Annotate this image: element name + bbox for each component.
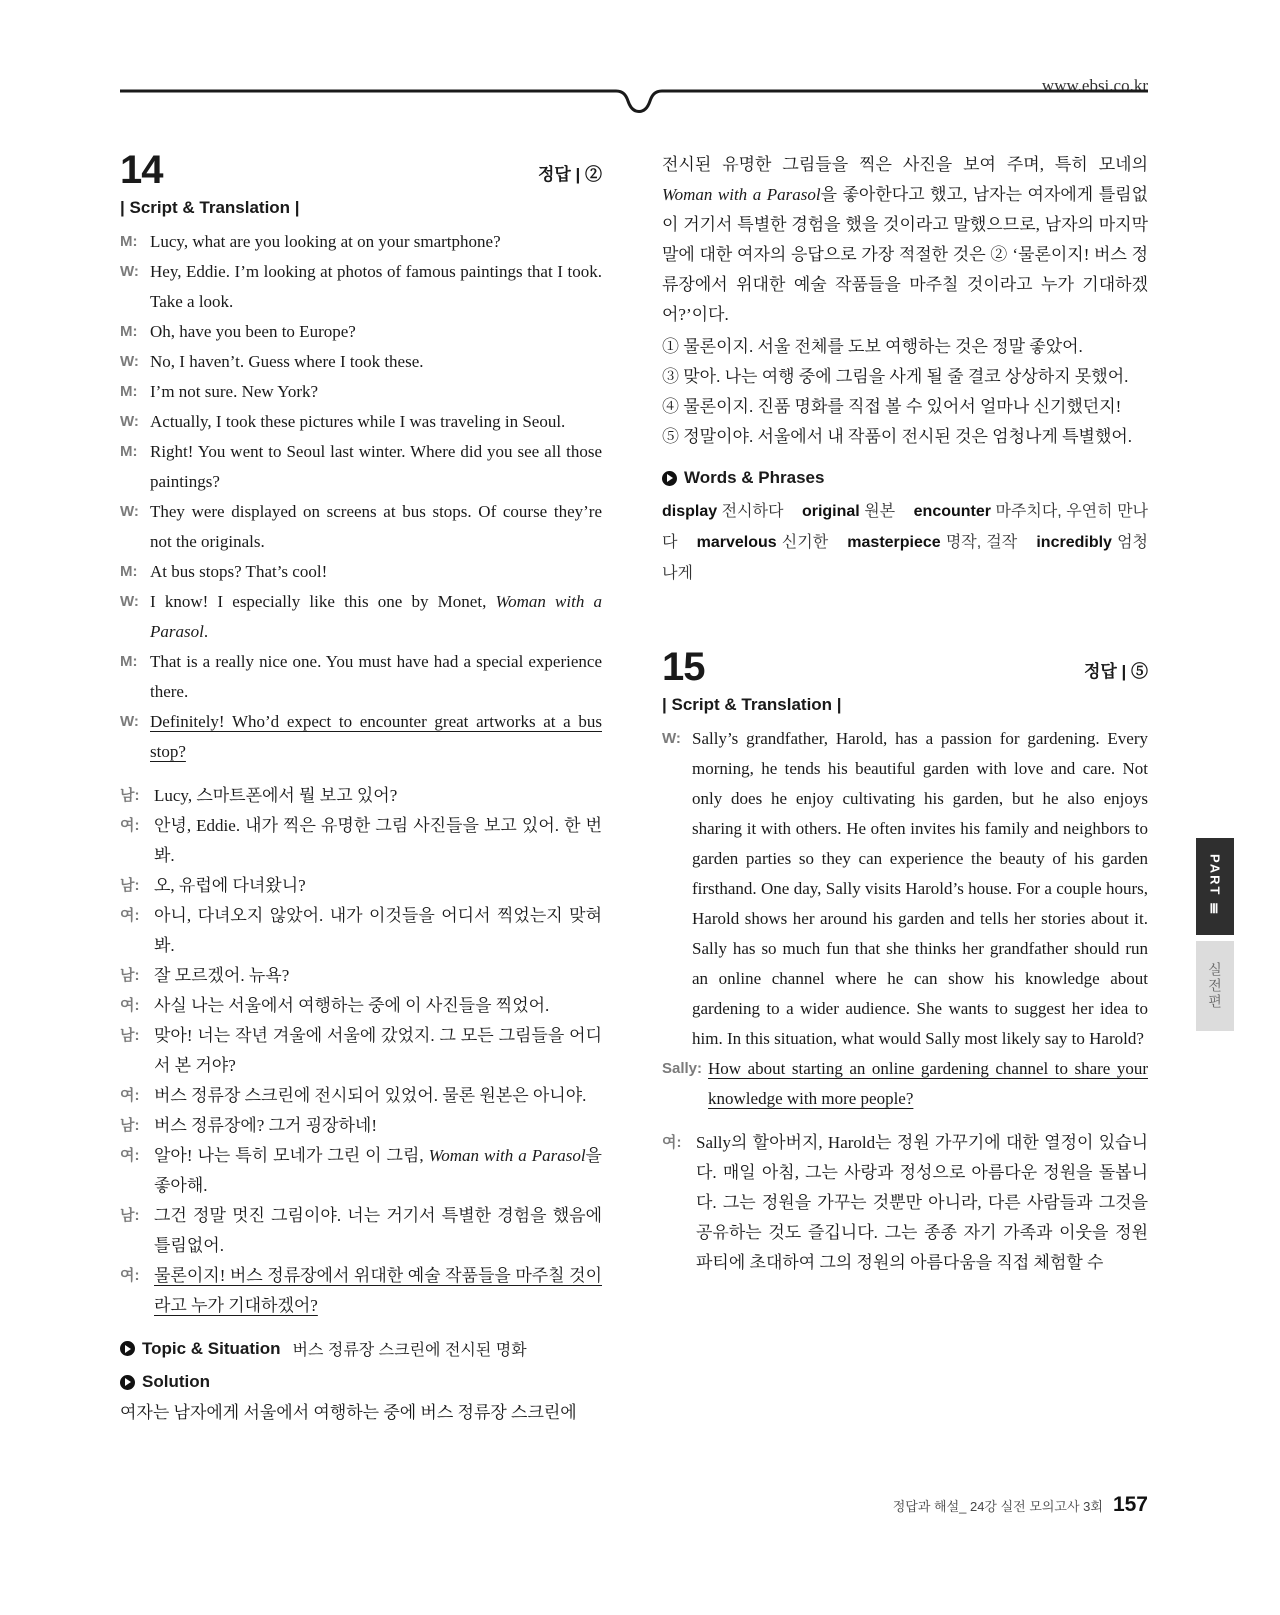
dialogue-text: Lucy, 스마트폰에서 뭘 보고 있어? [154,786,398,805]
dialogue-text: Oh, have you been to Europe? [150,322,356,341]
dialogue-line [120,587,602,647]
answer-option: ④ 물론이지. 진품 명화를 직접 볼 수 있어서 얼마나 신기했던지! [662,397,1122,416]
speaker-label: 여: [120,1087,140,1104]
dialogue-text: 물론이지! 버스 정류장에서 위대한 예술 작품들을 마주칠 것이라고 누가 기대하겠어? [154,1266,602,1315]
right-column [662,150,1148,1278]
dialogue-line [120,1261,602,1321]
dialogue-text: Hey, Eddie. I’m looking at photos of famous paintings that I took. Take a look. [150,262,602,311]
speaker-label: 여: [120,1147,140,1164]
dialogue-line [120,1111,602,1141]
play-icon [120,1341,135,1356]
dialogue-line [120,317,602,347]
dialogue-line [120,811,602,871]
word-entry: marvelous 신기한 [696,534,829,551]
dialogue-text: I know! I especially like this one by Monet, Woman with a Parasol. [150,592,602,641]
dialogue-text: 버스 정류장 스크린에 전시되어 있었어. 물론 원본은 아니야. [154,1086,587,1105]
question-14 [120,150,602,1428]
dialogue-line [120,1201,602,1261]
dialogue-line [120,377,602,407]
dialogue-text: No, I haven’t. Guess where I took these. [150,352,424,371]
topic-situation-text: 버스 정류장 스크린에 전시된 명화 [292,1342,527,1359]
script-translation-header: | Script & Translation | [662,695,842,714]
dialogue-text: They were displayed on screens at bus stops. Of course they’re not the originals. [150,502,602,551]
side-tab-part3: PART Ⅲ [1196,838,1234,935]
dialogue-text: 알아! 나는 특히 모네가 그린 이 그림, Woman with a Parasol을 좋아해. [154,1146,602,1195]
answer-options [662,332,1148,452]
dialogue-korean [662,1128,1148,1278]
answer-option: ③ 맞아. 나는 여행 중에 그림을 사게 될 줄 결코 상상하지 못했어. [662,367,1129,386]
topic-situation-row [120,1337,602,1360]
speaker-label: W: [120,713,139,730]
speaker-label: 여: [120,997,140,1014]
solution-row [120,1372,602,1392]
dialogue-line [120,1141,602,1201]
words-phrases-header: Words & Phrases [684,468,825,487]
dialogue-text: 그건 정말 멋진 그림이야. 너는 거기서 특별한 경험을 했음에 틀림없어. [154,1206,602,1255]
dialogue-line [120,227,602,257]
dialogue-line [120,871,602,901]
dialogue-text: 아니, 다녀오지 않았어. 내가 이것들을 어디서 찍었는지 맞혀 봐. [154,906,602,955]
solution-text-right: 전시된 유명한 그림들을 찍은 사진을 보여 주며, 특히 모네의 Woman with a Parasol을 좋아한다고 했고, 남자는 여자에게 틀림없이 거기서 특별한 경험을 했을 것이라고 말했으므로, 남자의 마지막 말에 대한 여자의 응답으로 가장 적절한 것은 ② ‘물론이지! 버스 정류장에서 위대한 예술 작품들을 마주칠 것이라고 누가 기대하겠어?’이다. [662,155,1148,324]
dialogue-text: Right! You went to Seoul last winter. Where did you see all those paintings? [150,442,602,491]
footer-caption: 정답과 해설_ 24강 실전 모의고사 3회 [892,1499,1103,1514]
speaker-label: W: [120,593,139,610]
words-phrases-row [662,468,1148,488]
speaker-label: 여: [120,1267,140,1284]
speaker-label: 여: [120,907,140,924]
dialogue-line [120,437,602,497]
answer-badge: 정답 | ② [537,165,602,184]
speaker-label: M: [120,383,138,400]
speaker-label: W: [120,503,139,520]
dialogue-text: Sally’s grandfather, Harold, has a passion for gardening. Every morning, he tends his beautiful garden with love and care. Not only does he enjoy cultivating his garden, but he also enjoys sharing it with others. He often invites his family and neighbors to garden parties so they can experience the beauty of his garden firsthand. One day, Sally visits Harold’s house. For a couple hours, Harold shows her around his garden and tells her stories about it. Sally has so much fun that she thinks her grandfather should run an online channel where he can show his knowledge about gardening to a wider audience. She wants to suggest her idea to him. In this situation, what would Sally most likely say to Harold? [692,729,1148,1048]
dialogue-text: Sally의 할아버지, Harold는 정원 가꾸기에 대한 열정이 있습니다. 매일 아침, 그는 사랑과 정성으로 아름다운 정원을 돌봅니다. 그는 정원을 가꾸는 것뿐만 아니라, 다른 사람들과 그것을 공유하는 것도 즐깁니다. 그는 종종 자기 가족과 이웃을 정원 파티에 초대하여 그의 정원의 아름다움을 직접 체험할 수 [696,1133,1148,1272]
dialogue-text: Actually, I took these pictures while I was traveling in Seoul. [150,412,566,431]
dialogue-text: Lucy, what are you looking at on your smartphone? [150,232,501,251]
question-15-header [662,647,1148,687]
dialogue-line [662,1054,1148,1114]
speaker-label: M: [120,653,138,670]
play-icon [662,471,677,486]
answer-option: ① 물론이지. 서울 전체를 도보 여행하는 것은 정말 좋았어. [662,337,1083,356]
words-phrases-list [662,496,1148,589]
speaker-label: 남: [120,1117,140,1134]
dialogue-korean [120,781,602,1321]
word-entry: masterpiece 명작, 걸작 [847,534,1018,551]
top-rule [120,88,1148,121]
speaker-label: W: [662,730,681,747]
speaker-label: 남: [120,877,140,894]
dialogue-line [662,724,1148,1054]
page-footer [893,1493,1148,1517]
dialogue-line [120,961,602,991]
dialogue-line [120,347,602,377]
left-column [120,150,602,1428]
dialogue-text: 안녕, Eddie. 내가 찍은 유명한 그림 사진들을 보고 있어. 한 번 봐. [154,816,602,865]
speaker-label: 남: [120,1207,140,1224]
dialogue-line [120,781,602,811]
dialogue-line [662,1128,1148,1278]
word-entry: display 전시하다 [662,503,784,520]
speaker-label: W: [120,263,139,280]
dialogue-text: 오, 유럽에 다녀왔니? [154,876,306,895]
dialogue-text: How about starting an online gardening channel to share your knowledge with more people? [708,1059,1148,1108]
dialogue-line [120,257,602,317]
word-entry: encounter 마주치다, 우연히 만나다 [662,503,1148,551]
dialogue-text: 버스 정류장에? 그거 굉장하네! [154,1116,378,1135]
question-15 [662,647,1148,1278]
speaker-label: M: [120,233,138,250]
dialogue-text: At bus stops? That’s cool! [150,562,328,581]
speaker-label: W: [120,413,139,430]
solution-header: Solution [142,1372,210,1391]
dialogue-line [120,901,602,961]
question-14-header [120,150,602,190]
answer-badge: 정답 | ⑤ [1083,662,1148,681]
dialogue-line [120,1021,602,1081]
page-number: 157 [1112,1493,1148,1516]
speaker-label: 남: [120,787,140,804]
speaker-label: W: [120,353,139,370]
word-entry: original 원본 [801,503,896,520]
speaker-label: 여: [662,1134,682,1151]
dialogue-english [662,724,1148,1114]
side-tab-practice-section: 실전편 [1196,941,1234,1031]
dialogue-line [120,991,602,1021]
speaker-label: 남: [120,967,140,984]
dialogue-text: That is a really nice one. You must have had a special experience there. [150,652,602,701]
topic-situation-header: Topic & Situation [142,1338,281,1358]
speaker-label: 여: [120,817,140,834]
dialogue-line [120,557,602,587]
script-translation-header: | Script & Translation | [120,198,300,217]
dialogue-line [120,707,602,767]
speaker-label: M: [120,443,138,460]
dialogue-line [120,647,602,707]
dialogue-text: I’m not sure. New York? [150,382,319,401]
question-number: 15 [662,645,705,689]
solution-text-left: 여자는 남자에게 서울에서 여행하는 중에 버스 정류장 스크린에 [120,1403,577,1422]
question-number: 14 [120,148,163,192]
dialogue-text: 사실 나는 서울에서 여행하는 중에 이 사진들을 찍었어. [154,996,550,1015]
word-entry: incredibly 엄청나게 [662,534,1148,582]
speaker-label: M: [120,563,138,580]
answer-option: ⑤ 정말이야. 서울에서 내 작품이 전시된 것은 엄청나게 특별했어. [662,427,1133,446]
speaker-label: M: [120,323,138,340]
dialogue-line [120,1081,602,1111]
dialogue-text: 맞아! 너는 작년 겨울에 서울에 갔었지. 그 모든 그림들을 어디서 본 거야? [154,1026,602,1075]
dialogue-line [120,407,602,437]
dialogue-english [120,227,602,767]
speaker-label: Sally: [662,1060,703,1077]
play-icon [120,1375,135,1390]
dialogue-line [120,497,602,557]
site-url: www.ebsi.co.kr [1041,76,1148,95]
dialogue-text: 잘 모르겠어. 뉴욕? [154,966,290,985]
speaker-label: 남: [120,1027,140,1044]
dialogue-text: Definitely! Who’d expect to encounter great artworks at a bus stop? [150,712,602,761]
